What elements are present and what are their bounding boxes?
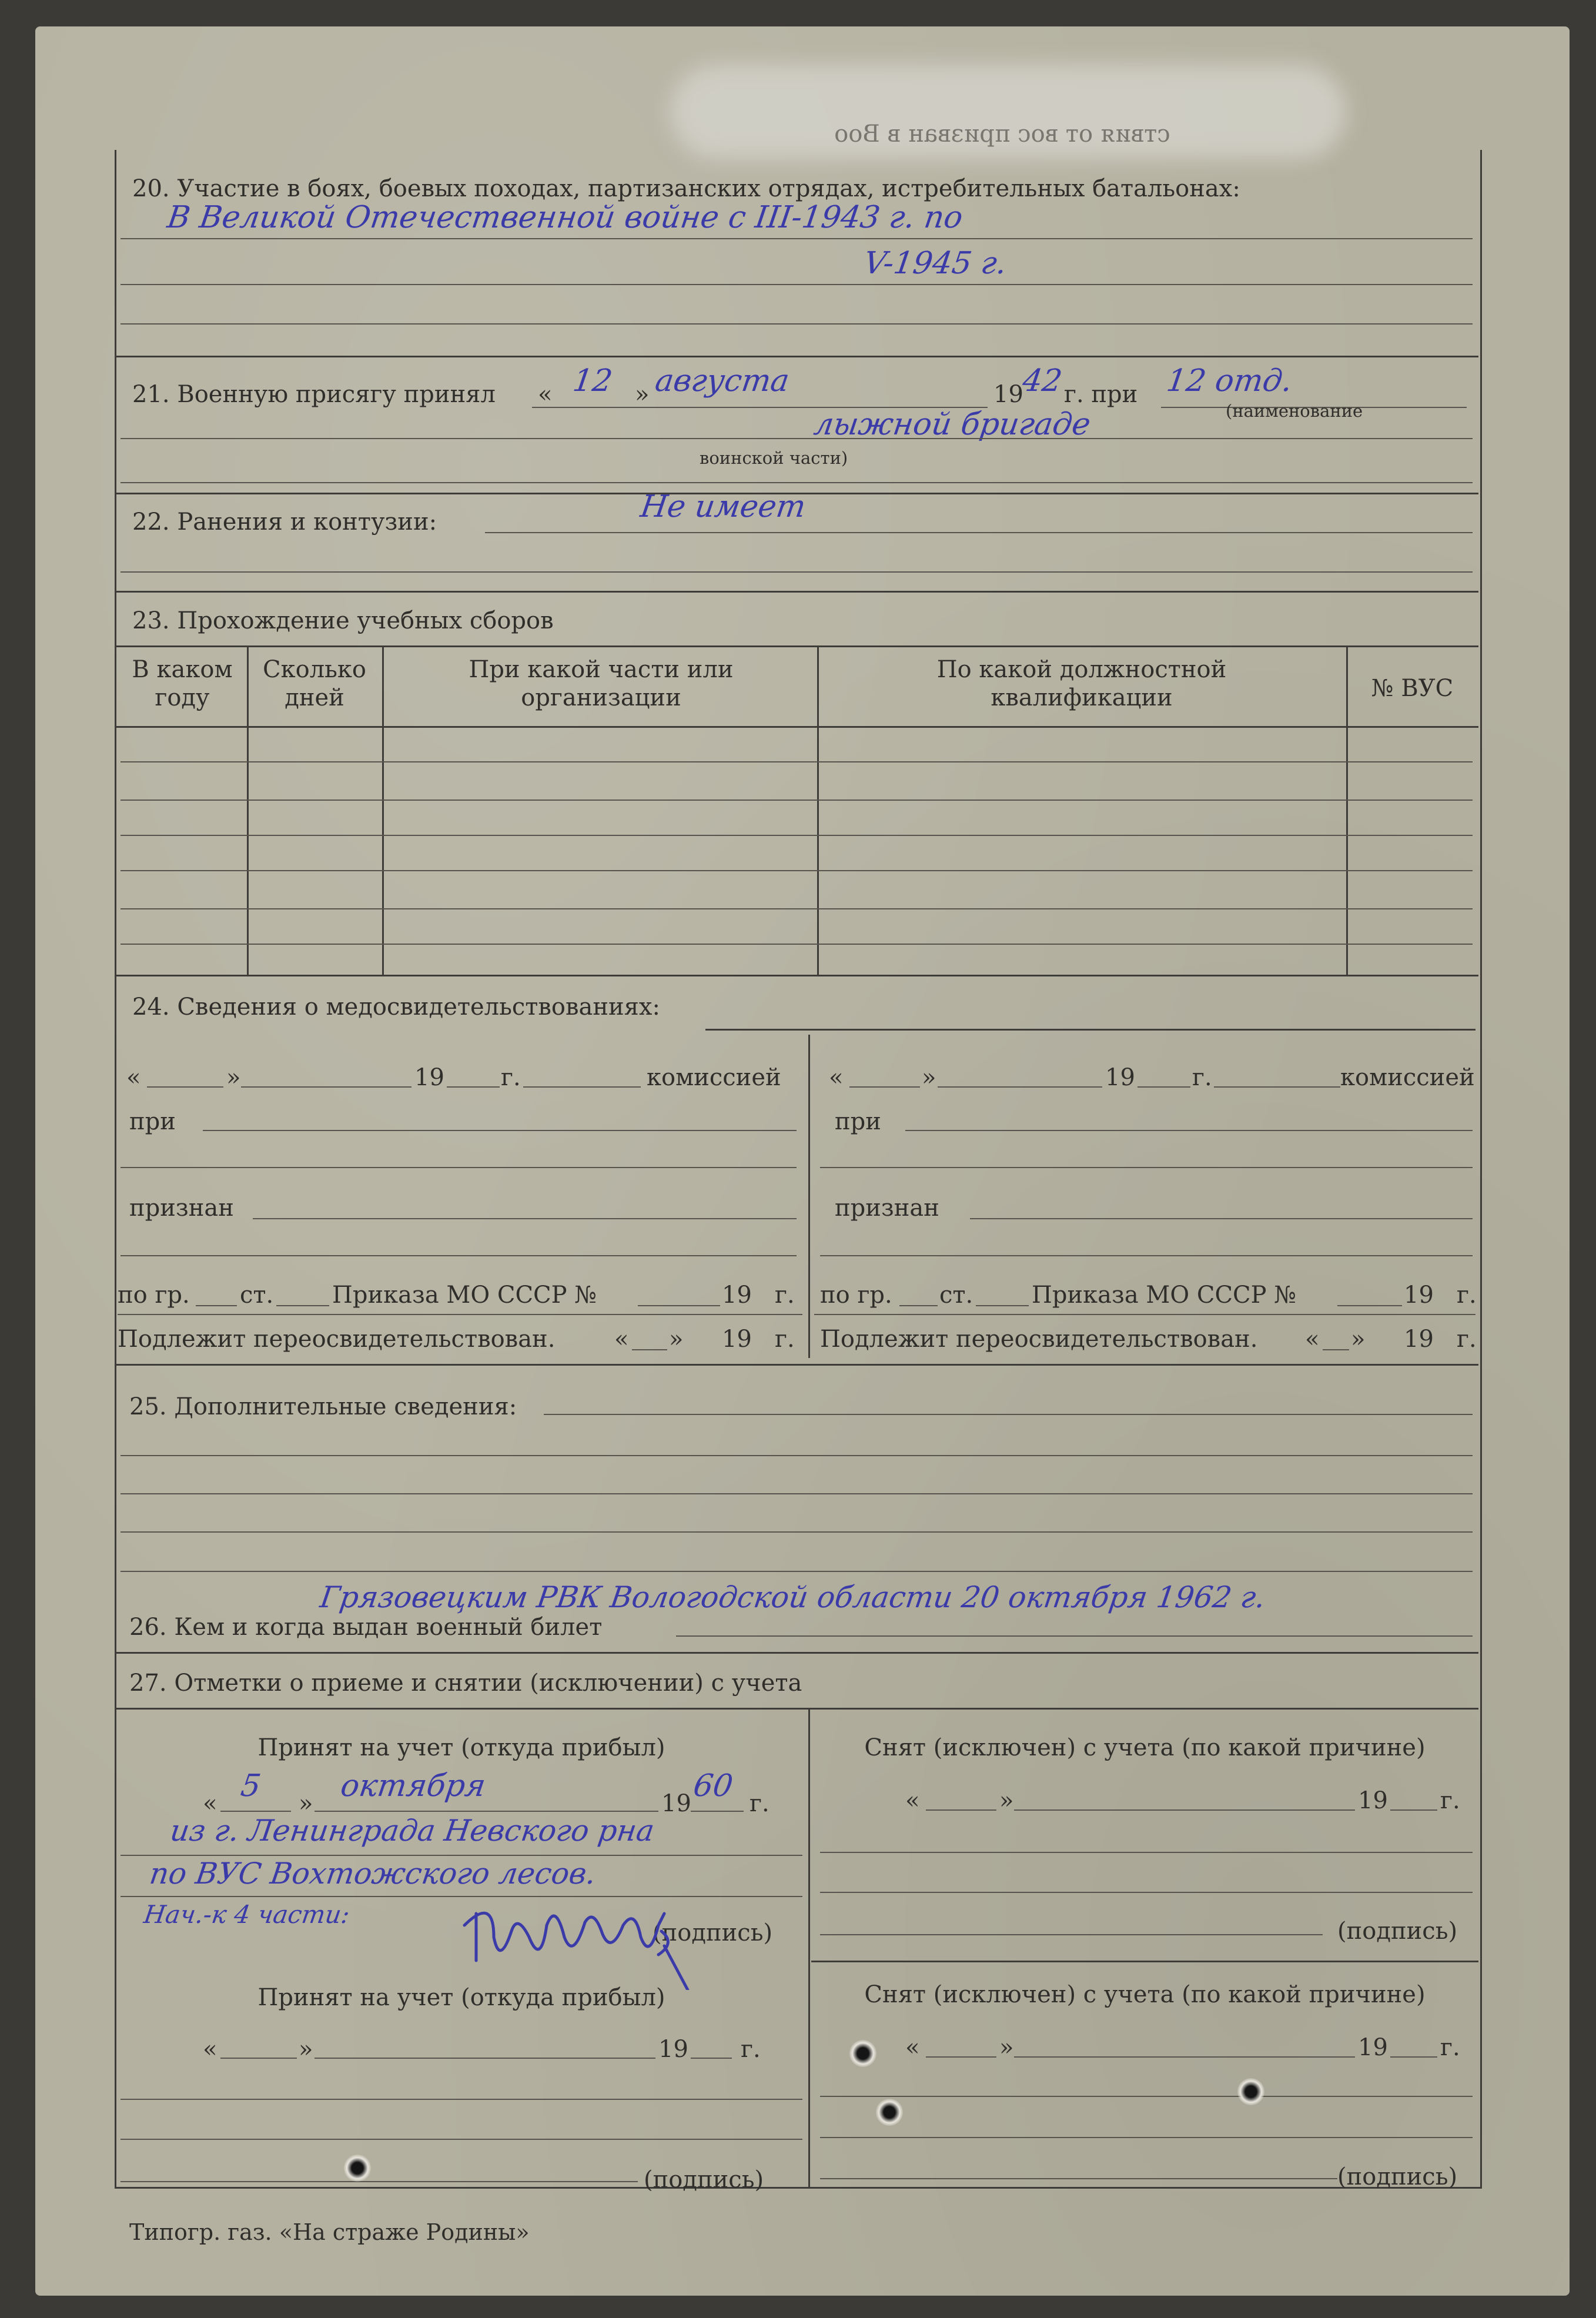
item22-label: 22. Ранения и контузии: [132, 509, 437, 536]
med1-reexam-year: 19 [722, 1326, 752, 1353]
med2-st: ст. [939, 1282, 973, 1309]
med1-order: Приказа МО СССР № [332, 1282, 597, 1309]
med1-st: ст. [240, 1282, 274, 1309]
accepted2-year-prefix: 19 [658, 2036, 688, 2063]
item20-handwritten-line2: V-1945 г. [861, 246, 1009, 281]
col-days: Сколько дней [263, 656, 366, 711]
item21-year: 42 [1020, 363, 1065, 399]
accepted-title-2: Принят на учет (откуда прибыл) [257, 1984, 665, 2011]
item20-handwritten-line1: В Великой Отечественной войне с III-1943 г. по [165, 200, 965, 235]
med2-po-gr: по гр. [820, 1282, 892, 1309]
med1-year-prefix: 19 [414, 1064, 444, 1091]
accepted-podpis-1: (подпись) [653, 1919, 773, 1946]
removed-podpis-1: (подпись) [1337, 1918, 1458, 1945]
med1-order-year: 19 [722, 1282, 752, 1309]
med1-po-gr: по гр. [118, 1282, 190, 1309]
accepted-g: г. [750, 1790, 769, 1817]
punch-hole [876, 2099, 903, 2126]
removed-year-prefix-1: 19 [1358, 1787, 1388, 1814]
med2-g: г. [1192, 1064, 1212, 1091]
accepted-month: октября [338, 1768, 488, 1804]
med1-commission: комиссией [647, 1064, 781, 1091]
removed-title-2: Снят (исключен) с учета (по какой причине) [864, 1981, 1426, 2008]
item21-year-prefix: 19 [993, 381, 1023, 408]
med1-g: г. [501, 1064, 521, 1091]
med1-pri: при [129, 1108, 176, 1135]
med2-order: Приказа МО СССР № [1032, 1282, 1297, 1309]
item21-unit2: лыжной бригаде [811, 407, 1093, 442]
med2-reexam-g: г. [1457, 1326, 1477, 1353]
accepted-podpis-2: (подпись) [644, 2166, 764, 2193]
col-year: В каком году [132, 656, 233, 711]
removed-podpis-2: (подпись) [1337, 2163, 1458, 2190]
item21-label: 21. Военную присягу принял [132, 381, 496, 408]
accepted-year: 60 [691, 1768, 735, 1804]
med1-reexam: Подлежит переосвидетельствован. [118, 1326, 556, 1353]
unit-label: воинской части) [700, 448, 848, 468]
removed-year-prefix-2: 19 [1358, 2034, 1388, 2061]
item27-label: 27. Отметки о приеме и снятии (исключении) с учета [129, 1670, 802, 1697]
item21-day: 12 [570, 363, 615, 399]
accepted2-g: г. [741, 2036, 761, 2063]
item26-value: Грязовецким РВК Вологодской области 20 октября 1962 г. [317, 1580, 1268, 1614]
accepted-title-1: Принят на учет (откуда прибыл) [257, 1734, 665, 1761]
col-vus: № ВУС [1371, 675, 1454, 702]
med2-order-year: 19 [1404, 1282, 1434, 1309]
punch-hole [849, 2040, 876, 2067]
col-unit: При какой части или организации [469, 656, 734, 711]
item26-label: 26. Кем и когда выдан военный билет [129, 1614, 603, 1641]
accepted-day: 5 [238, 1768, 263, 1804]
accepted-line2: по ВУС Вохтожского лесов. [147, 1857, 598, 1891]
punch-hole [1237, 2078, 1264, 2105]
item25-label: 25. Дополнительные сведения: [129, 1393, 517, 1420]
item21-unit: 12 отд. [1164, 363, 1295, 399]
med2-pri: при [835, 1108, 881, 1135]
med2-order-g: г. [1457, 1282, 1477, 1309]
accepted-year-prefix: 19 [661, 1790, 691, 1817]
accepted-line1: из г. Ленинграда Невского рна [168, 1814, 657, 1848]
med2-priznan: признан [835, 1195, 939, 1222]
item21-month: августа [653, 363, 792, 399]
item24-label: 24. Сведения о медосвидетельствованиях: [132, 994, 660, 1021]
mirrored-bleed-text: ствия от вос призван в Воо [834, 121, 1170, 148]
signature [453, 1890, 729, 1990]
med2-year-prefix: 19 [1105, 1064, 1135, 1091]
removed-g-2: г. [1440, 2034, 1460, 2061]
med1-priznan: признан [129, 1195, 234, 1222]
item20-label: 20. Участие в боях, боевых походах, партизанских отрядах, истребительных батальонах: [132, 175, 1240, 202]
med1-reexam-g: г. [775, 1326, 795, 1353]
accepted-line3: Нач.-к 4 части: [142, 1900, 352, 1929]
punch-hole [344, 2155, 371, 2182]
item22-value: Не имеет [638, 489, 808, 524]
med2-reexam: Подлежит переосвидетельствован. [820, 1326, 1258, 1353]
printer-footer: Типогр. газ. «На страже Родины» [129, 2219, 530, 2245]
removed-title-1: Снят (исключен) с учета (по какой причине) [864, 1734, 1426, 1761]
removed-g-1: г. [1440, 1787, 1460, 1814]
col-qualification: По какой должностной квалификации [936, 656, 1227, 711]
med2-reexam-year: 19 [1404, 1326, 1434, 1353]
naim-label: (наименование [1226, 401, 1363, 421]
item23-label: 23. Прохождение учебных сборов [132, 607, 554, 634]
med2-commission: комиссией [1340, 1064, 1475, 1091]
item21-g-pri: г. при [1064, 381, 1138, 408]
med1-order-g: г. [775, 1282, 795, 1309]
